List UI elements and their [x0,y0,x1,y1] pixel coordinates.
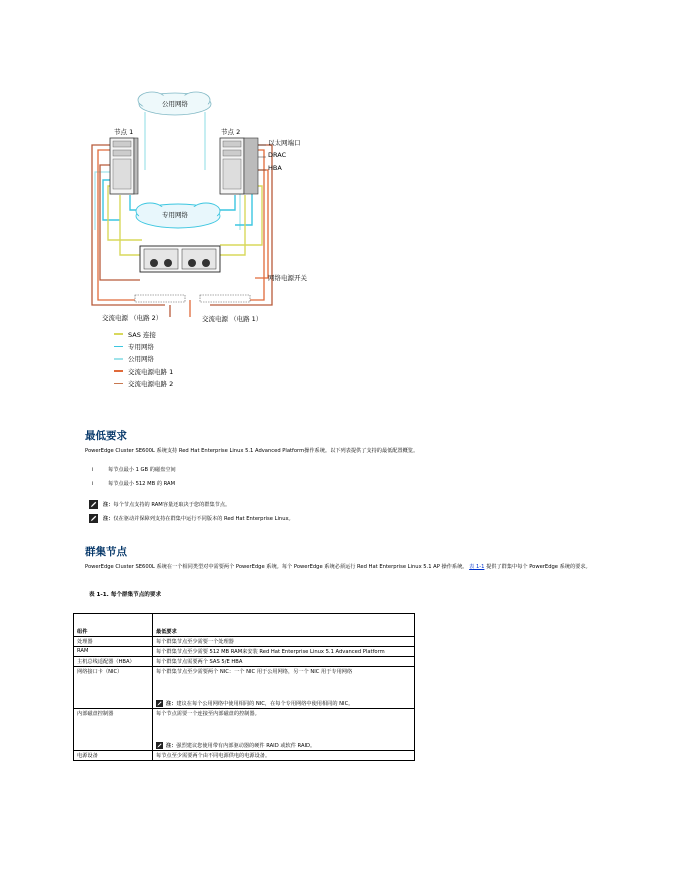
component-cell: 电源设备 [74,751,153,761]
table-row [74,709,415,751]
note-text: 每个节点支持的 RAM容量还取决于您的群集节点。 [113,502,231,508]
requirement-cell: 每个群集节点至少需要一个处理器 [153,637,415,647]
cluster-nodes-intro [85,564,605,571]
legend-label: 交流电源电路 2 [128,379,174,388]
list-item [92,466,176,473]
table-row [74,657,415,667]
note-label: 注： [166,743,177,749]
bullet-text: 每节点最小 1 GB 的磁盘空间 [108,467,176,473]
legend-item-sas [114,328,173,340]
requirement-text: 每个群集节点至少需要两个 NIC：一个 NIC 用于公用网络，另一个 NIC 用于专用网络 [156,669,353,675]
cell-note [156,742,411,749]
node2-server [220,138,258,194]
legend-label: 公用网络 [128,355,154,364]
minimum-requirements-intro: PowerEdge Cluster SE600L 系统支持 Red Hat Enterprise Linux 5.1 Advanced Platform操作系统。以下列表提供了支持的最低配置概览。 [85,448,419,454]
requirements-table [73,613,415,761]
table-caption: 表 1-1. 每个群集节点的要求 [89,592,162,598]
public-network-label: 公用网络 [162,100,188,108]
component-cell: 网络接口卡（NIC） [74,667,153,709]
table-row [74,637,415,647]
note-pencil-icon [89,500,98,509]
node2-label: 节点 2 [221,128,241,136]
component-cell: 内部磁盘控制器 [74,709,153,751]
legend-swatch [114,383,123,385]
component-cell: RAM [74,647,153,657]
legend-item-private-network [114,340,173,352]
node1-label: 节点 1 [114,128,134,136]
legend-swatch [114,370,123,372]
legend-label: 专用网络 [128,342,154,351]
requirement-cell: 每个群集节点至少需要 512 MB RAM来安装 Red Hat Enterprise Linux 5.1 Advanced Platform [153,647,415,657]
note-text: 仅在驱动并保障列支持在群集中运行不同版本的 Red Hat Enterprise Linux。 [113,516,294,522]
ac-power-circuit2-label: 交流电源 （电路 2） [102,314,163,322]
intro-text: PowerEdge Cluster SE600L 系统在一个相同类型对中需要两个 PowerEdge 系统。每个 PowerEdge 系统必须运行 Red Hat Enterprise Linux 5.1 AP 操作系统。 [85,564,468,570]
legend-label: 交流电源电路 1 [128,367,174,376]
column-header-requirement: 最低要求 [153,614,415,637]
legend-swatch [114,358,123,360]
note-pencil-icon [89,514,98,523]
requirement-text: 每个节点需要一个连接至内部磁盘的控制器。 [156,711,260,717]
table-header-row [74,614,415,637]
requirement-cell: 每个群集节点需要两个 SAS 5/E HBA [153,657,415,667]
network-power-switch-label: 网络电源开关 [268,274,307,282]
diagram-legend [114,328,173,389]
note-label: 注： [103,516,114,522]
legend-label: SAS 连接 [128,330,156,339]
requirement-cell [153,709,415,751]
component-cell: 处理器 [74,637,153,647]
table-row [74,751,415,761]
private-network-label: 专用网络 [162,211,188,219]
table-row [74,667,415,709]
ac-power-circuit1-label: 交流电源 （电路 1） [202,315,263,323]
legend-swatch [114,333,123,335]
note-text: 强烈建议您使用带有内部驱动器的硬件 RAID 或软件 RAID。 [176,743,316,749]
requirement-cell: 每节点至少需要两个由不同电源供电的电源设备。 [153,751,415,761]
table-1-1-link[interactable]: 表 1-1 [469,564,485,570]
note-label: 注： [166,701,177,707]
bullet-mark: i [92,481,94,487]
cluster-topology-diagram [0,0,680,330]
note-text: 建议在每个公用网络中使用相同的 NIC，在每个专用网络中使用相同的 NIC。 [176,701,354,707]
intro-text-tail: 提供了群集中每个 PowerEdge 系统的要求。 [486,564,591,570]
note-pencil-icon [156,700,163,707]
cell-note [156,700,411,707]
table-row [74,647,415,657]
legend-item-power-circuit2 [114,377,173,389]
legend-item-public-network [114,353,173,365]
list-item [92,480,175,487]
note [89,514,294,523]
ethernet-port-label: 以太网端口 [268,139,301,147]
bullet-mark: i [92,467,94,473]
component-cell: 主机总线适配器（HBA） [74,657,153,667]
column-header-component: 组件 [74,614,153,637]
requirement-cell [153,667,415,709]
minimum-requirements-heading: 最低要求 [85,430,127,442]
note-label: 注： [103,502,114,508]
hba-label: HBA [268,164,282,172]
cluster-nodes-heading: 群集节点 [85,546,127,558]
bullet-text: 每节点最小 512 MB 的 RAM [108,481,176,487]
legend-swatch [114,346,123,348]
power-strips [135,295,250,302]
storage-enclosure [140,246,220,272]
node1-server [110,138,138,194]
drac-label: DRAC [268,151,287,159]
note [89,500,230,509]
legend-item-power-circuit1 [114,365,173,377]
note-pencil-icon [156,742,163,749]
